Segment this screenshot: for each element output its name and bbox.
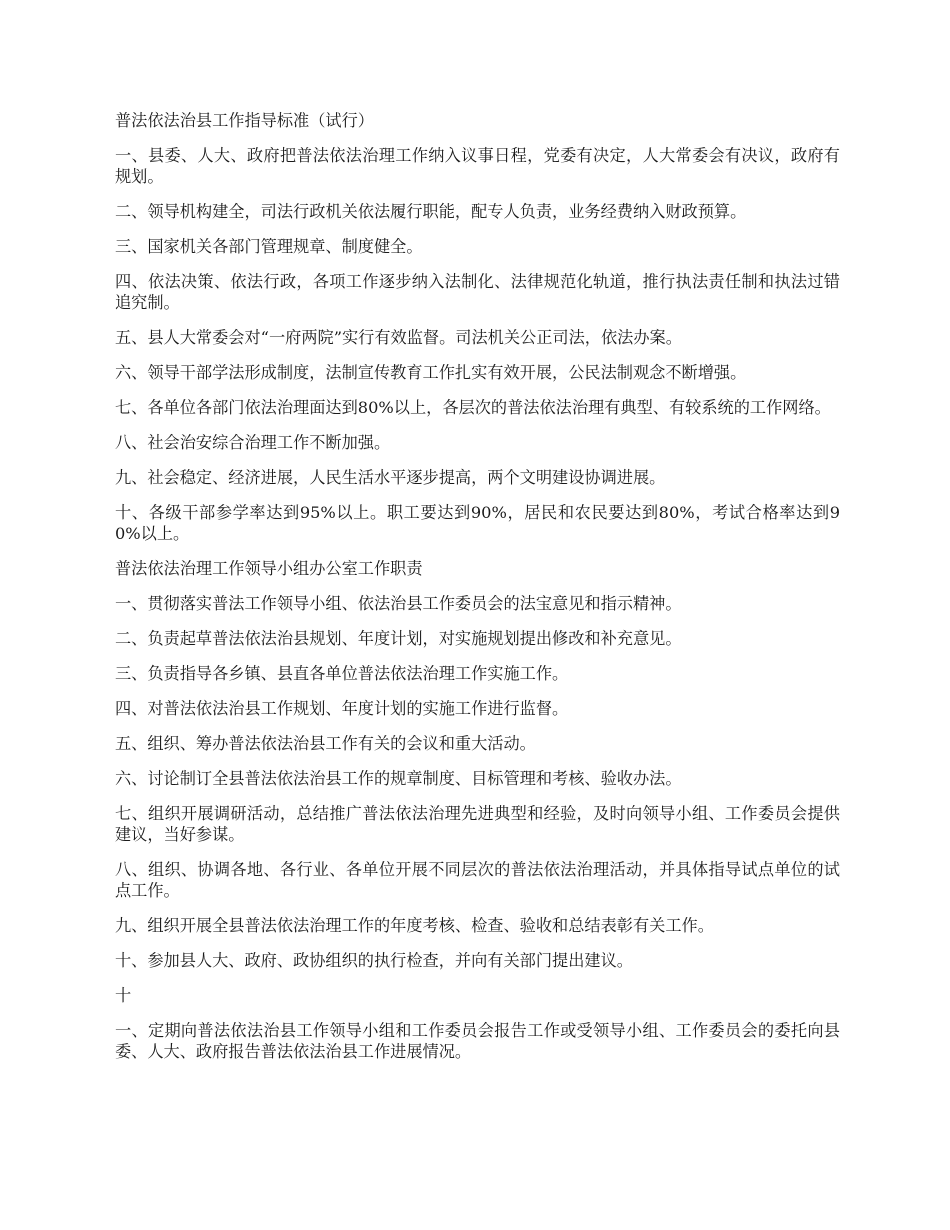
standard-item-3: 三、国家机关各部门管理规章、制度健全。 (115, 237, 423, 256)
duty-item-4: 四、对普法依法治县工作规划、年度计划的实施工作进行监督。 (115, 699, 569, 718)
duty-item-8: 八、组织、协调各地、各行业、各单位开展不同层次的普法依法治理活动，并具体指导试点单位的试点工作。 (115, 860, 840, 900)
standard-item-10: 十、各级干部参学率达到95%以上。职工要达到90%，居民和农民要达到80%，考试合格率达到90%以上。 (115, 503, 840, 543)
duty-item-6: 六、讨论制订全县普法依法治县工作的规章制度、目标管理和考核、验收办法。 (115, 769, 682, 788)
standard-item-7: 七、各单位各部门依法治理面达到80%以上，各层次的普法依法治理有典型、有较系统的工作网络。 (115, 398, 831, 417)
standard-item-5: 五、县人大常委会对“一府两院”实行有效监督。司法机关公正司法，依法办案。 (115, 328, 682, 347)
standard-item-9: 九、社会稳定、经济进展，人民生活水平逐步提高，两个文明建设协调进展。 (115, 468, 666, 487)
duty-item-2: 二、负责起草普法依法治县规划、年度计划，对实施规划提出修改和补充意见。 (115, 629, 682, 648)
duty-item-11: 一、定期向普法依法治县工作领导小组和工作委员会报告工作或受领导小组、工作委员会的委托向县委、人大、政府报告普法依法治县工作进展情况。 (115, 1021, 840, 1061)
duty-item-11-prefix: 十 (115, 986, 132, 1005)
standard-item-6: 六、领导干部学法形成制度，法制宣传教育工作扎实有效开展，公民法制观念不断增强。 (115, 363, 747, 382)
duty-item-3: 三、负责指导各乡镇、县直各单位普法依法治理工作实施工作。 (115, 664, 569, 683)
document-body (115, 110, 840, 1076)
standard-item-8: 八、社会治安综合治理工作不断加强。 (115, 433, 391, 452)
standard-item-2: 二、领导机构建全，司法行政机关依法履行职能，配专人负责，业务经费纳入财政预算。 (115, 202, 747, 221)
document-title: 普法依法治县工作指导标准（试行） (115, 111, 374, 130)
duty-item-10: 十、参加县人大、政府、政协组织的执行检查，并向有关部门提出建议。 (115, 951, 633, 970)
standard-item-4: 四、依法决策、依法行政，各项工作逐步纳入法制化、法律规范化轨道，推行执法责任制和执法过错追究制。 (115, 272, 840, 312)
duty-item-9: 九、组织开展全县普法依法治理工作的年度考核、检查、验收和总结表彰有关工作。 (115, 916, 714, 935)
section-heading-duties: 普法依法治理工作领导小组办公室工作职责 (115, 559, 423, 578)
duty-item-7: 七、组织开展调研活动，总结推广普法依法治理先进典型和经验，及时向领导小组、工作委员会提供建议，当好参谋。 (115, 804, 840, 844)
duty-item-1: 一、贯彻落实普法工作领导小组、依法治县工作委员会的法宝意见和指示精神。 (115, 594, 682, 613)
standard-item-1: 一、县委、人大、政府把普法依法治理工作纳入议事日程，党委有决定，人大常委会有决议，政府有规划。 (115, 146, 840, 186)
duty-item-5: 五、组织、筹办普法依法治县工作有关的会议和重大活动。 (115, 734, 536, 753)
